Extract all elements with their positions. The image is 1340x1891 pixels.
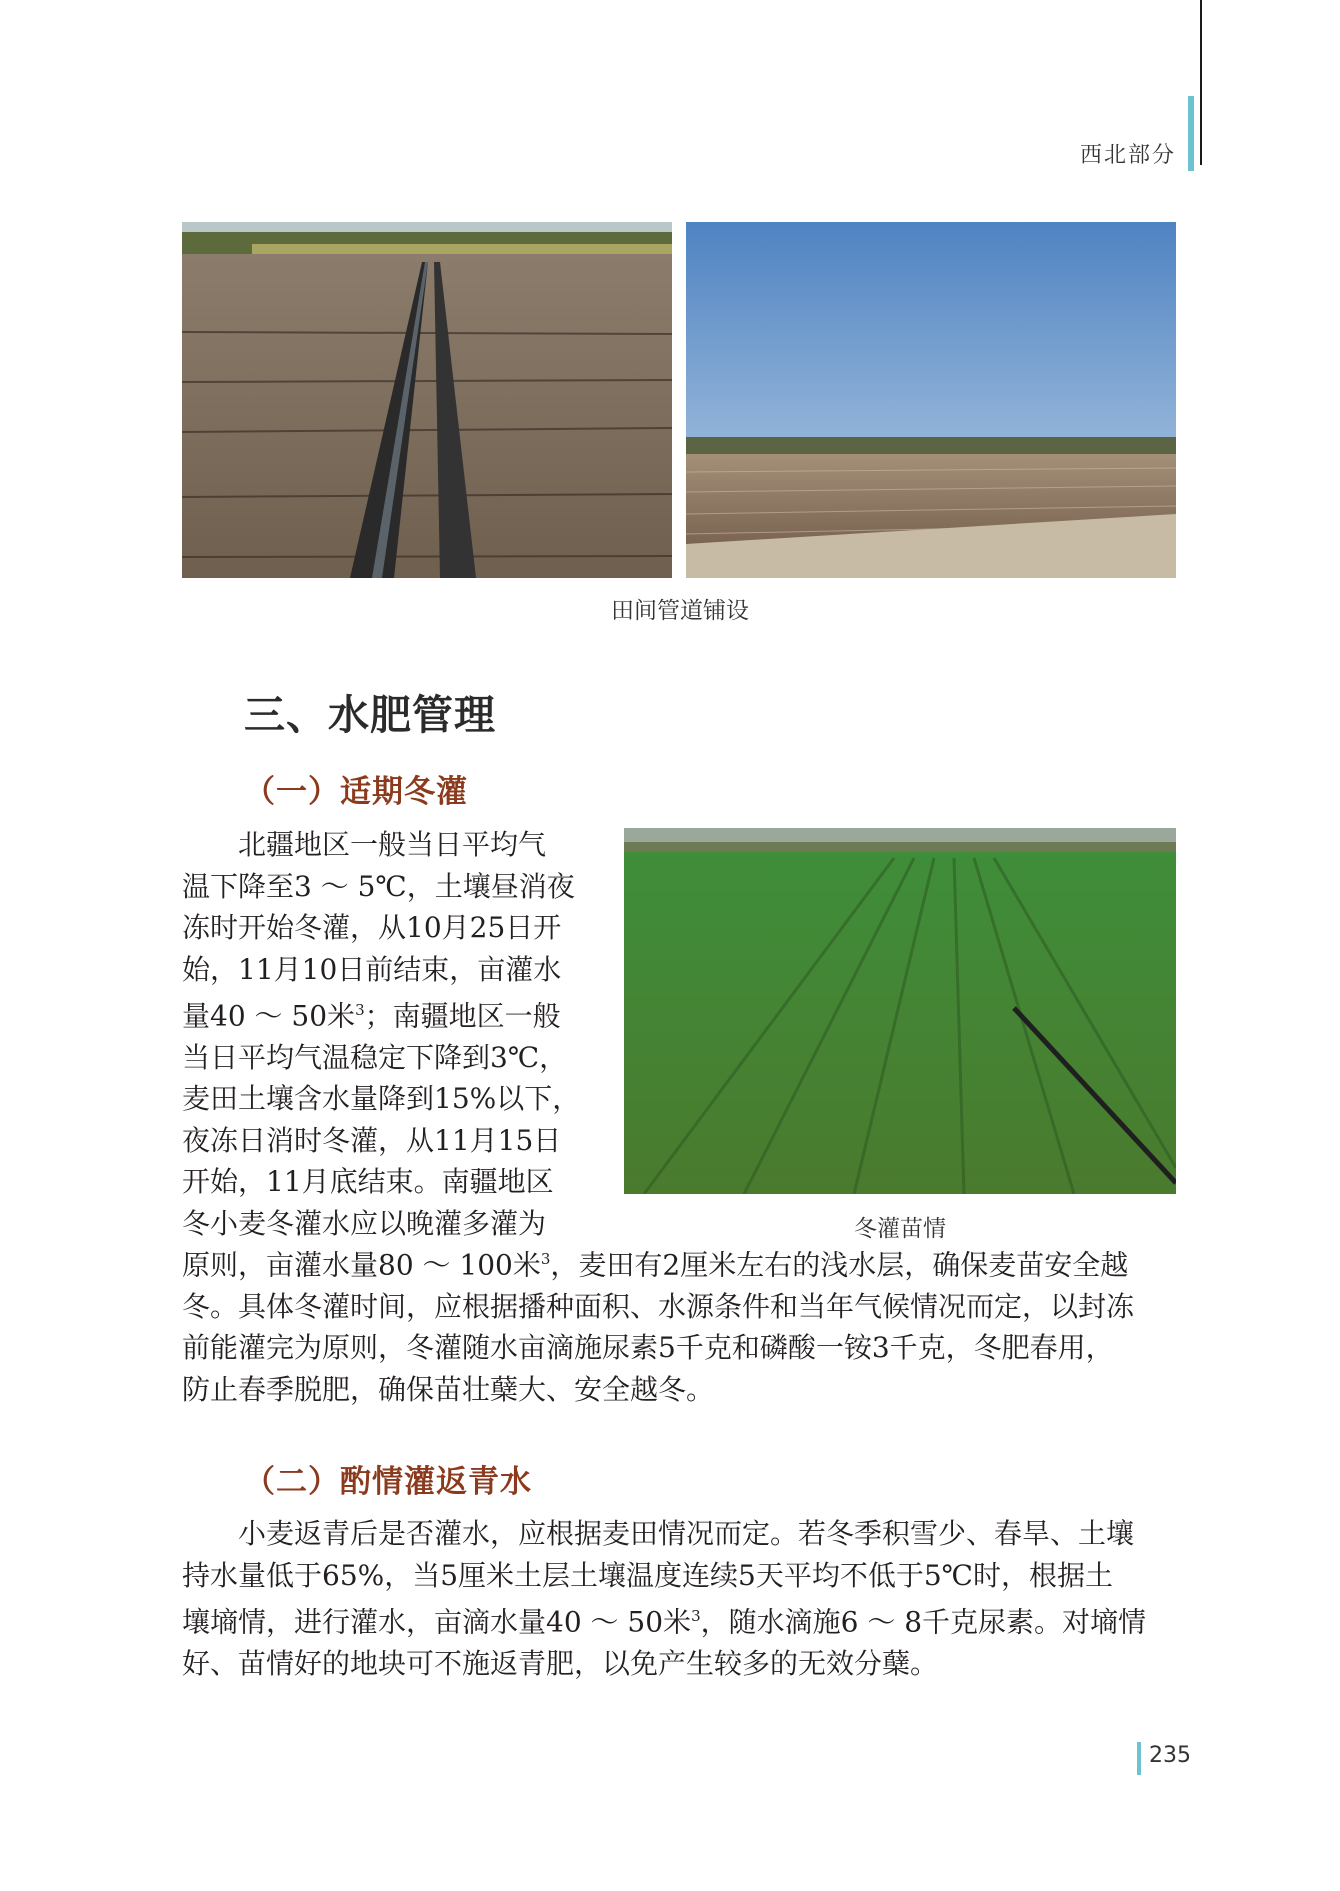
photo-pipe-laying-2 xyxy=(686,222,1176,578)
text-line: 夜冻日消时冬灌，从11月15日 xyxy=(182,1123,562,1157)
text-line: 防止春季脱肥，确保苗壮蘖大、安全越冬。 xyxy=(182,1372,715,1406)
text-line: 冬小麦冬灌水应以晚灌多灌为 xyxy=(182,1206,547,1240)
paragraph-winter-irrigation-continued xyxy=(182,1239,1176,1410)
text-line: 冬。具体冬灌时间，应根据播种面积、水源条件和当年气候情况而定，以封冻 xyxy=(182,1289,1135,1323)
figure-caption-pipe-laying: 田间管道铺设 xyxy=(611,598,749,624)
text-line: 开始，11月底结束。南疆地区 xyxy=(182,1165,554,1199)
photo-winter-seedlings xyxy=(624,828,1176,1194)
page-number-bar xyxy=(1137,1742,1141,1775)
text-line: 温下降至3 ～ 5℃，土壤昼消夜 xyxy=(182,869,575,903)
text-line: 量40 ～ 50米$^3$；南疆地区一般 xyxy=(182,999,561,1033)
text-line: 北疆地区一般当日平均气 xyxy=(238,828,547,861)
subsection-title-greening-water: （二）酌情灌返青水 xyxy=(244,1464,532,1500)
running-header: 西北部分 xyxy=(1079,143,1176,168)
header-rule xyxy=(1200,0,1202,165)
text-line: 前能灌完为原则，冬灌随水亩滴施尿素5千克和磷酸一铵3千克，冬肥春用， xyxy=(182,1331,1114,1365)
text-line: 好、苗情好的地块可不施返青肥，以免产生较多的无效分蘖。 xyxy=(182,1646,939,1680)
section-title: 三、水肥管理 xyxy=(244,691,496,739)
header-accent-bar xyxy=(1188,96,1194,171)
text-line: 小麦返青后是否灌水，应根据麦田情况而定。若冬季积雪少、春旱、土壤 xyxy=(238,1517,1135,1550)
figure-caption-winter-seedlings: 冬灌苗情 xyxy=(854,1216,946,1242)
text-line: 始，11月10日前结束，亩灌水 xyxy=(182,952,562,986)
text-line: 当日平均气温稳定下降到3℃， xyxy=(182,1040,568,1074)
text-line: 壤墒情，进行灌水，亩滴水量40 ～ 50米$^3$，随水滴施6 ～ 8千克尿素。对墒情 xyxy=(182,1605,1147,1639)
paragraph-greening-water xyxy=(182,1513,1176,1684)
text-line: 原则，亩灌水量80 ～ 100米$^3$，麦田有2厘米左右的浅水层，确保麦苗安全越 xyxy=(182,1248,1129,1282)
text-line: 持水量低于65%，当5厘米土层土壤温度连续5天平均不低于5℃时，根据土 xyxy=(182,1558,1114,1592)
paragraph-winter-irrigation xyxy=(182,824,586,1244)
text-line: 麦田土壤含水量降到15%以下， xyxy=(182,1082,581,1116)
text-line: 冻时开始冬灌，从10月25日开 xyxy=(182,911,562,944)
photo-pipe-laying-1 xyxy=(182,222,672,578)
page-number: 235 xyxy=(1149,1743,1191,1768)
subsection-title-winter-irrigation: （一）适期冬灌 xyxy=(244,774,468,810)
